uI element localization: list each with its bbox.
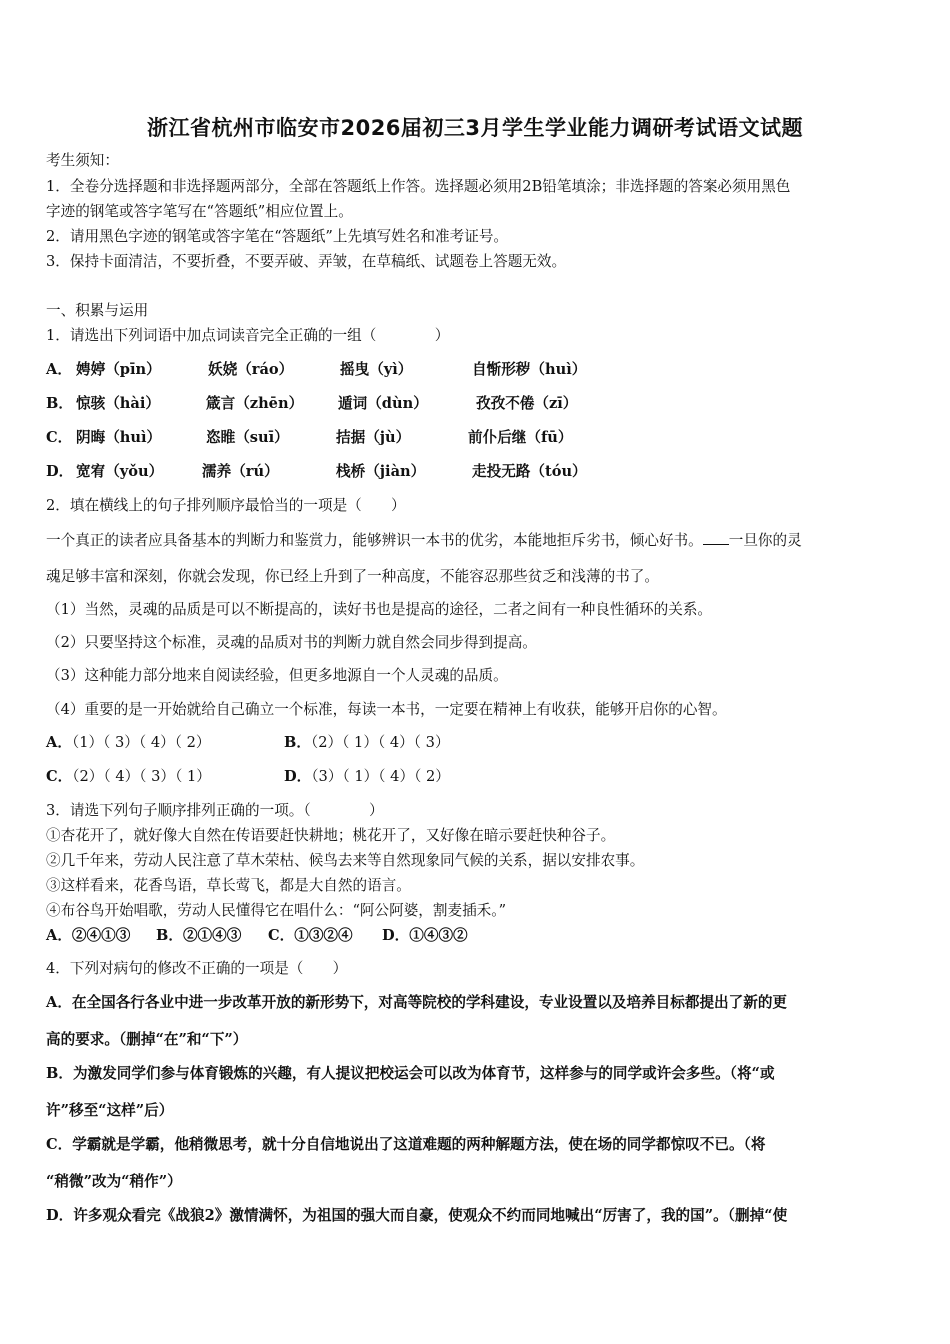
ordering-sentence: ③这样看来，花香鸟语，草长莺飞，都是大自然的语言。 (46, 877, 411, 894)
ordering-sentence: ④布谷鸟开始唱歌，劳动人民懂得它在唱什么：“阿公阿婆，割麦插禾。” (46, 902, 507, 919)
notice-heading: 考生须知： (46, 152, 119, 169)
option-q4-line: C．学霸就是学霸，他稍微思考，就十分自信地说出了这道难题的两种解题方法，使在场的同学都惊叹不已。（将 (46, 1136, 766, 1153)
option-word: 自惭形秽（huì） (472, 361, 587, 378)
fill-blank (703, 530, 729, 545)
notice-item: 字迹的钢笔或答字笔写在“答题纸”相应位置上。 (46, 203, 353, 220)
option-q2-c: C．（2）（ 4）（ 3）（ 1） (46, 768, 211, 785)
passage-text: 一旦你的灵 (728, 532, 802, 549)
option-word: 妖娆（ráo） (208, 361, 294, 378)
option-label: A． (46, 361, 72, 378)
option-word: 箴言（zhēn） (206, 395, 304, 412)
option-q3-a: A．②④①③ (46, 927, 131, 944)
option-q4-line: 许”移至“这样”后） (46, 1102, 174, 1119)
option-q4-line: B．为激发同学们参与体育锻炼的兴趣，有人提议把校运会可以改为体育节，这样参与的同学或许会多些。（将“或 (46, 1065, 775, 1082)
option-word: 栈桥（jiàn） (336, 463, 426, 480)
option-label: C． (46, 429, 73, 446)
option-q2-d: D．（3）（ 1）（ 4）（ 2） (284, 768, 450, 785)
option-q2-b: B．（2）（ 1）（ 4）（ 3） (284, 734, 450, 751)
option-q4-line: D．许多观众看完《战狼2》激情满怀，为祖国的强大而自豪，使观众不约而同地喊出“厉害了，我的国”。（删掉“使 (46, 1207, 788, 1224)
ordering-sentence: ①杏花开了，就好像大自然在传语要赶快耕地；桃花开了，又好像在暗示要赶快种谷子。 (46, 827, 616, 844)
section-heading: 一、积累与运用 (46, 302, 149, 319)
option-word: 走投无路（tóu） (472, 463, 587, 480)
option-q4-line: A．在全国各行各业中进一步改革开放的新形势下，对高等院校的学科建设，专业设置以及培养目标都提出了新的更 (46, 994, 788, 1011)
option-word: 遁词（dùn） (338, 395, 428, 412)
option-word: 宽宥（yǒu） (76, 463, 164, 480)
option-q4-line: 高的要求。（删掉“在”和“下”） (46, 1031, 248, 1048)
ordering-sentence: （3）这种能力部分地来自阅读经验，但更多地源自一个人灵魂的品质。 (46, 667, 508, 684)
question-3-stem: 3．请选下列句子顺序排列正确的一项。（ ） (46, 802, 384, 819)
option-q2-a: A．（1）（ 3）（ 4）（ 2） (46, 734, 211, 751)
passage-line: 魂足够丰富和深刻，你就会发现，你已经上升到了一种高度，不能容忍那些贫乏和浅薄的书了。 (46, 568, 659, 585)
option-word: 摇曳（yì） (340, 361, 413, 378)
option-label: B． (46, 395, 73, 412)
option-q4-line: “稍微”改为“稍作”） (46, 1173, 182, 1190)
ordering-sentence: （2）只要坚持这个标准，灵魂的品质对书的判断力就自然会同步得到提高。 (46, 634, 537, 651)
option-word: 恣睢（suī） (206, 429, 289, 446)
option-word: 惊骇（hài） (76, 395, 160, 412)
option-word: 阴晦（huì） (76, 429, 162, 446)
option-label: D． (46, 463, 74, 480)
notice-item: 3．保持卡面清洁，不要折叠，不要弄破、弄皱，在草稿纸、试题卷上答题无效。 (46, 253, 567, 270)
notice-item: 1．全卷分选择题和非选择题两部分，全部在答题纸上作答。选择题必须用2B铅笔填涂；非选择题的答案必须用黑色 (46, 178, 791, 195)
option-q3-b: B．②①④③ (156, 927, 242, 944)
option-word: 娉婷（pīn） (76, 361, 161, 378)
passage-line (46, 530, 802, 551)
ordering-sentence: （1）当然，灵魂的品质是可以不断提高的，读好书也是提高的途径，二者之间有一种良性循环的关系。 (46, 601, 713, 618)
option-word: 拮据（jù） (336, 429, 411, 446)
question-2-stem: 2．填在横线上的句子排列顺序最恰当的一项是（ ） (46, 497, 406, 514)
notice-item: 2．请用黑色字迹的钢笔或答字笔在“答题纸”上先填写姓名和准考证号。 (46, 228, 509, 245)
option-word: 孜孜不倦（zī） (476, 395, 578, 412)
question-1-stem: 1．请选出下列词语中加点词读音完全正确的一组（ ） (46, 327, 450, 344)
option-word: 濡养（rú） (202, 463, 279, 480)
page-title: 浙江省杭州市临安市2026届初三3月学生学业能力调研考试语文试题 (146, 116, 804, 140)
option-word: 前仆后继（fū） (468, 429, 573, 446)
question-4-stem: 4．下列对病句的修改不正确的一项是（ ） (46, 960, 348, 977)
ordering-sentence: ②几千年来，劳动人民注意了草木荣枯、候鸟去来等自然现象同气候的关系，据以安排农事。 (46, 852, 645, 869)
option-q3-c: C．①③②④ (268, 927, 353, 944)
ordering-sentence: （4）重要的是一开始就给自己确立一个标准，每读一本书，一定要在精神上有收获，能够开启你的心智。 (46, 701, 727, 718)
passage-text: 一个真正的读者应具备基本的判断力和鉴赏力，能够辨识一本书的优劣，本能地拒斥劣书，倾心好书。 (46, 532, 703, 549)
option-q3-d: D．①④③② (382, 927, 468, 944)
